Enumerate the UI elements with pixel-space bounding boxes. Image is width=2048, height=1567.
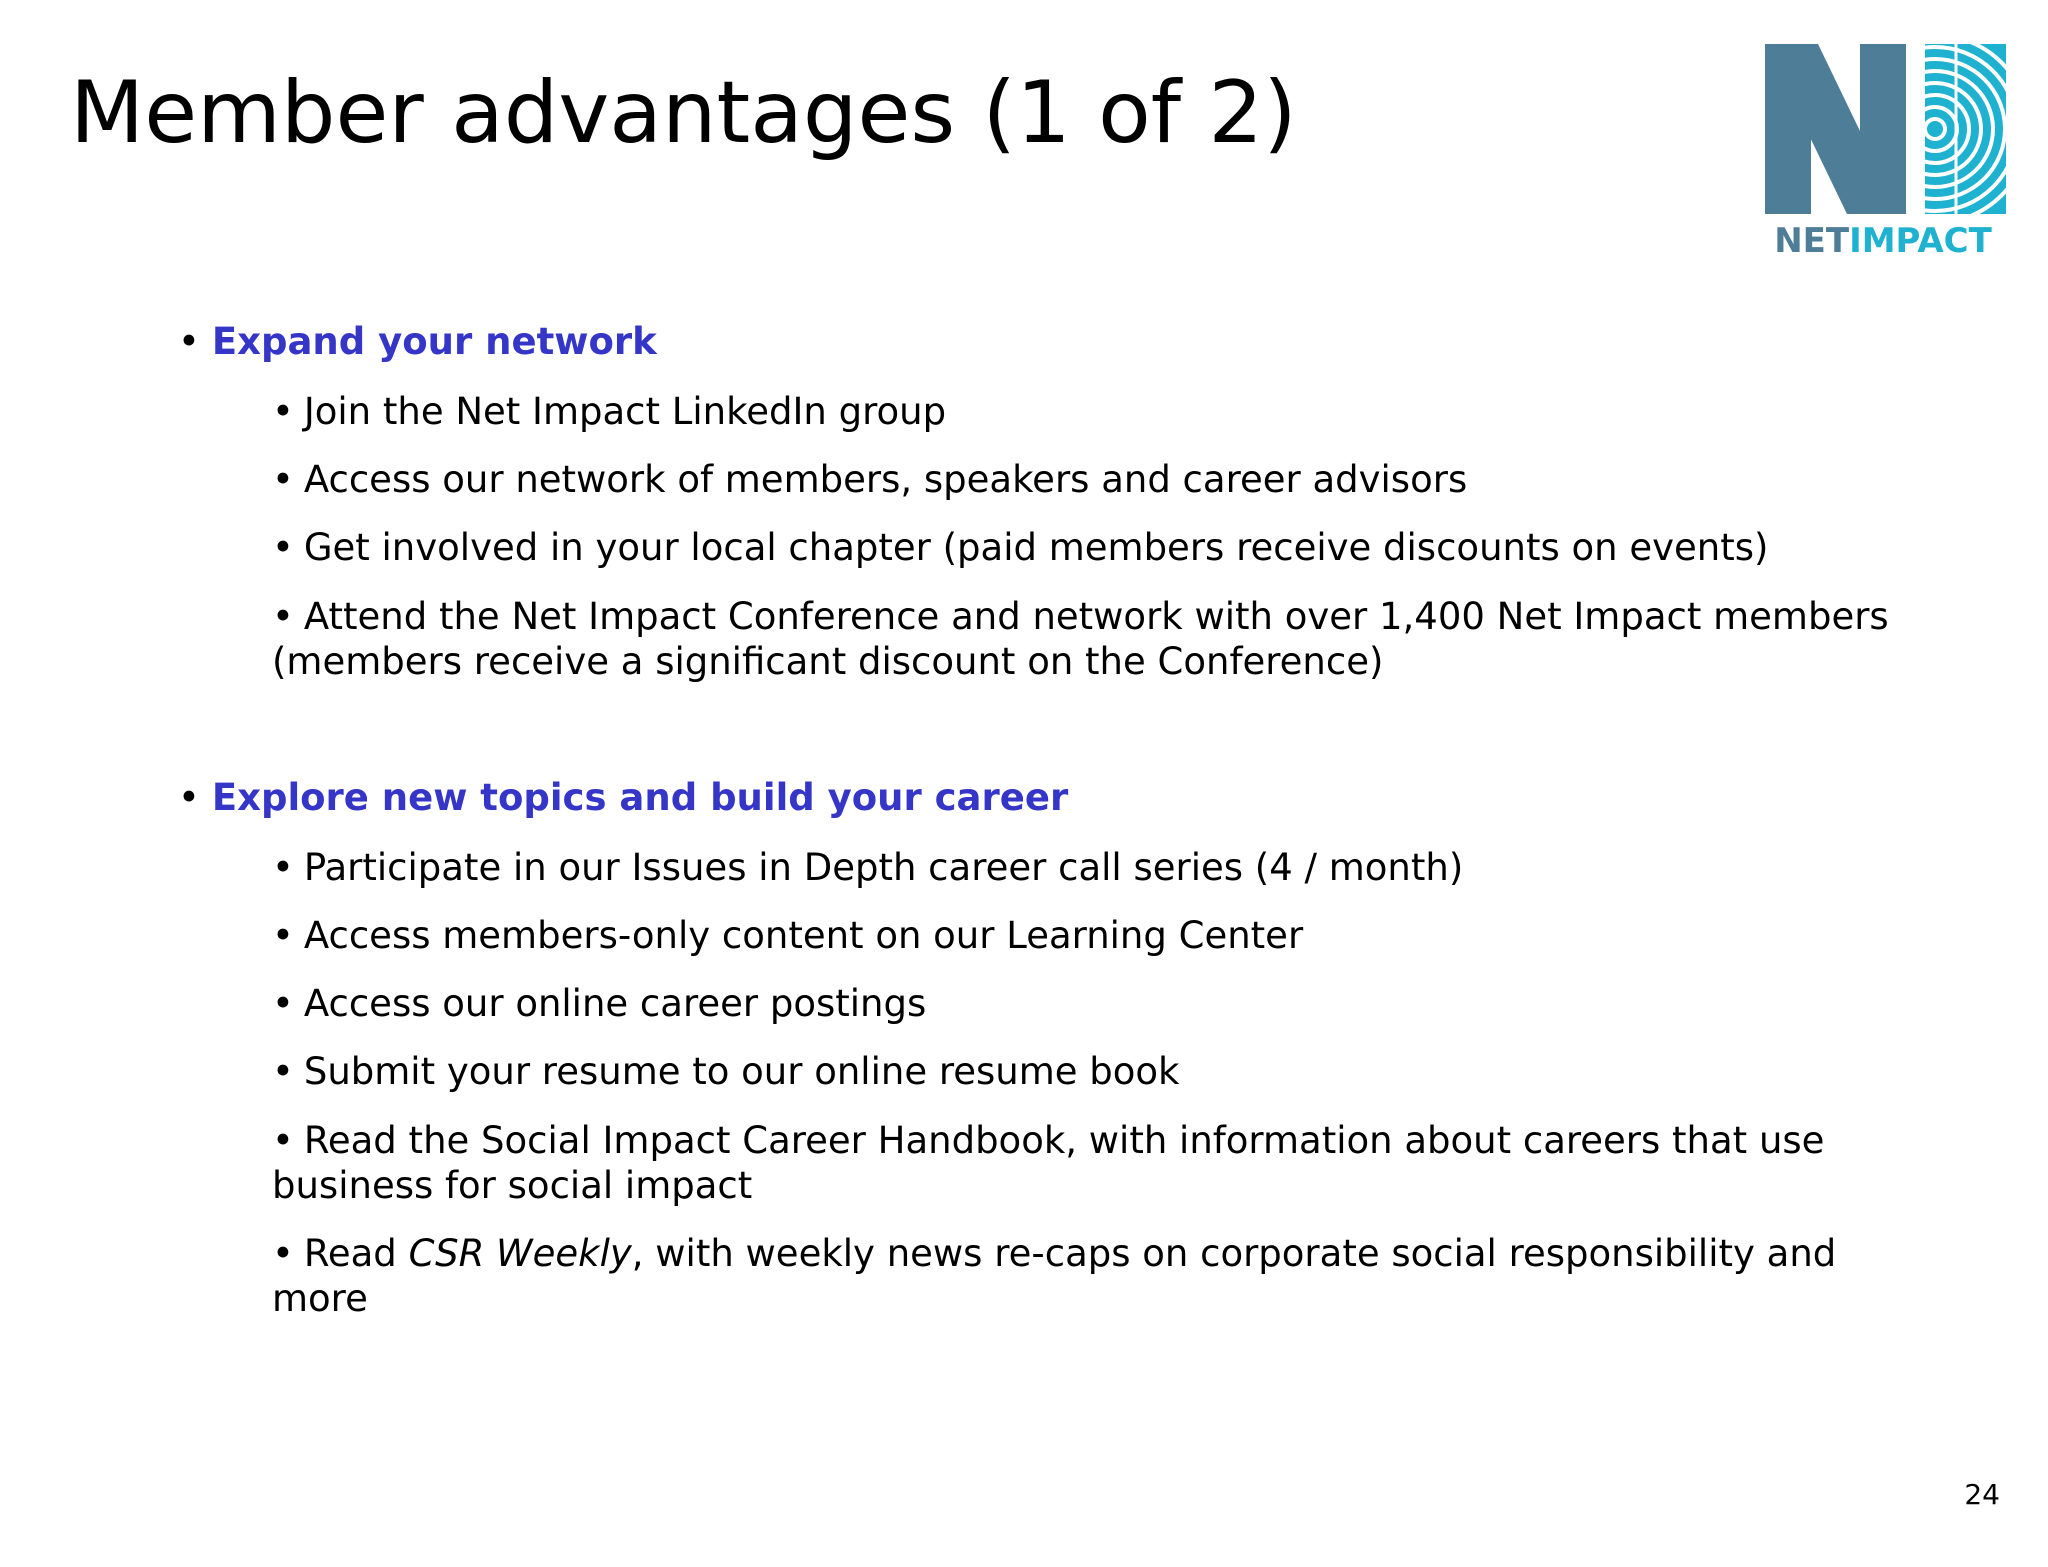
list-item: [272, 981, 1892, 1026]
net-impact-logo: [1760, 44, 2006, 260]
bullet: •: [272, 1119, 294, 1162]
list-item: [272, 457, 1892, 502]
list-item-text: Submit your resume to our online resume book: [303, 1050, 1180, 1093]
logo-wordmark: [1760, 222, 2006, 260]
section-heading-network: [178, 320, 657, 364]
net-impact-logo-mark: [1760, 44, 2006, 220]
list-item: [272, 389, 1892, 434]
page-number: 24: [1964, 1478, 2000, 1511]
list-item-text-suffix: , with weekly news re-caps on corporate social responsibility and more: [272, 1232, 1837, 1320]
list-item-text: Access our online career postings: [303, 982, 927, 1025]
bullet: •: [272, 390, 294, 433]
list-item-text: Read the Social Impact Career Handbook, with information about careers that use business for social impact: [272, 1119, 1825, 1207]
slide-title: Member advantages (1 of 2): [70, 63, 1297, 163]
list-item-text: Access members-only content on our Learning Center: [303, 914, 1304, 957]
publication-title: CSR Weekly: [408, 1232, 632, 1275]
section-heading-text: Expand your network: [211, 320, 657, 363]
list-item-text: Access our network of members, speakers and career advisors: [303, 458, 1468, 501]
list-item: [272, 525, 1892, 570]
logo-word-net: NET: [1774, 221, 1850, 261]
bullet: •: [272, 914, 294, 957]
list-item: [272, 845, 1892, 890]
bullet: •: [272, 595, 294, 638]
section-heading-career: [178, 776, 1068, 820]
bullet: •: [272, 1232, 294, 1275]
bullet: •: [178, 320, 200, 363]
bullet: •: [272, 526, 294, 569]
list-item: [272, 1118, 1892, 1208]
list-item: [272, 1049, 1892, 1094]
section-heading-text: Explore new topics and build your career: [211, 776, 1069, 819]
list-item-text: Participate in our Issues in Depth career call series (4 / month): [303, 846, 1464, 889]
list-item-text: Attend the Net Impact Conference and network with over 1,400 Net Impact members (members receive a significant discount on the Conference): [272, 595, 1889, 683]
list-item-text: Get involved in your local chapter (paid members receive discounts on events): [303, 526, 1769, 569]
bullet: •: [272, 846, 294, 889]
bullet: •: [272, 1050, 294, 1093]
logo-word-impact: IMPACT: [1849, 221, 1992, 261]
list-item: [272, 594, 1892, 684]
list-item: [272, 1231, 1892, 1321]
bullet: •: [272, 982, 294, 1025]
list-item-text: Join the Net Impact LinkedIn group: [303, 390, 947, 433]
list-item: [272, 913, 1892, 958]
bullet: •: [178, 776, 200, 819]
bullet: •: [272, 458, 294, 501]
list-item-text-prefix: Read: [303, 1232, 409, 1275]
